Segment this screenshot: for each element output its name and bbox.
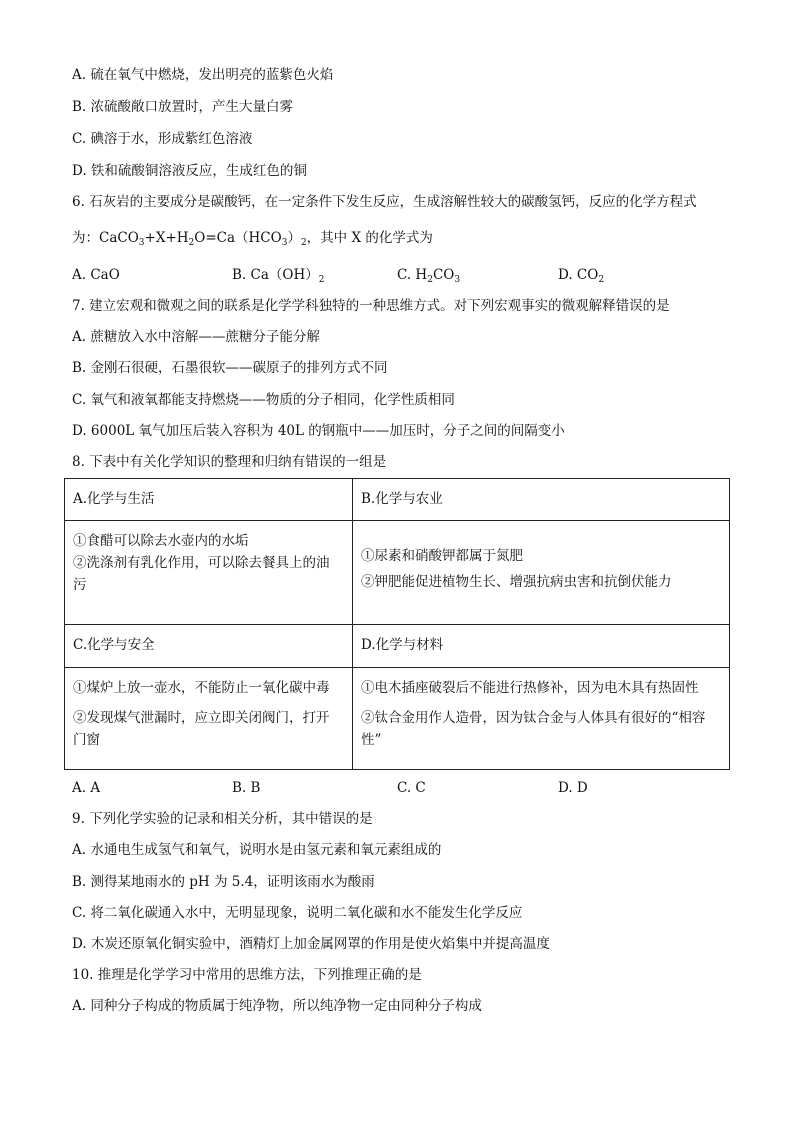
q6-options [72,266,732,284]
q5-option-b: B. 浓硫酸敞口放置时，产生大量白雾 [72,99,294,115]
q9-option-c: C. 将二氧化碳通入水中，无明显现象，说明二氧化碳和水不能发生化学反应 [72,905,523,921]
q6-stem-prefix: 为： [72,230,99,246]
table-text: 门窗 [73,732,100,748]
q6-stem: 6. 石灰岩的主要成分是碳酸钙，在一定条件下发生反应，生成溶解性较大的碳酸氢钙，反应的化学方程式 [72,194,697,210]
table-cell-c-body [65,677,352,751]
q6-equation-line [72,229,433,247]
q6-equation: $CaCO_3+X+H_2O=Ca(HCO_3)_2$ [99,230,307,248]
q5-option-c: C. 碘溶于水，形成紫红色溶液 [72,131,253,147]
q8-options [72,779,732,797]
q5-option-d: D. 铁和硫酸铜溶液反应，生成红色的铜 [72,163,307,179]
table-divider [65,624,729,625]
table-text: ①食醋可以除去水壶内的水垢 [73,533,249,549]
q9-option-b: B. 测得某地雨水的 pH 为 5.4，证明该雨水为酸雨 [72,874,375,890]
table-text: ②钛合金用作人造骨，因为钛合金与人体具有很好的“相容 [361,710,706,726]
table-text: ②洗涤剂有乳化作用，可以除去餐具上的油 [73,555,330,571]
q10-stem: 10. 推理是化学学习中常用的思维方法，下列推理正确的是 [72,967,422,983]
q8-table [64,478,730,770]
table-text: 污 [73,577,87,593]
q7-option-b: B. 金刚石很硬，石墨很软——碳原子的排列方式不同 [72,360,388,376]
q6-option-b: B. $Ca(OH)_2$ [232,267,325,285]
table-text: ①尿素和硝酸钾都属于氮肥 [361,548,523,564]
q6-option-d: D. $CO_2$ [558,267,605,285]
table-text: 性” [361,732,382,748]
q8-option-b: B. B [232,780,261,796]
q8-option-c: C. C [397,780,426,796]
table-cell-a-head: A.化学与生活 [73,491,155,507]
q8-option-a: A. A [72,780,101,796]
table-cell-c-head: C.化学与安全 [73,637,155,653]
q6-stem-suffix: ，其中 X 的化学式为 [306,230,433,246]
table-text: ①电木插座破裂后不能进行热修补，因为电木具有热固性 [361,680,699,696]
q7-option-d: D. 6000L 氧气加压后装入容积为 40L 的钢瓶中——加压时，分子之间的间隔变小 [72,423,565,439]
table-text: ②钾肥能促进植物生长、增强抗病虫害和抗倒伏能力 [361,574,672,590]
q9-option-d: D. 木炭还原氧化铜实验中，酒精灯上加金属网罩的作用是使火焰集中并提高温度 [72,936,550,952]
q6-option-a: A. CaO [72,267,120,283]
table-divider [65,667,729,668]
table-divider [65,520,729,521]
q10-option-a: A. 同种分子构成的物质属于纯净物，所以纯净物一定由同种分子构成 [72,998,482,1014]
table-cell-d-head: D.化学与材料 [361,637,444,653]
q7-stem: 7. 建立宏观和微观之间的联系是化学学科独特的一种思维方式。对下列宏观事实的微观解释错误的是 [72,298,670,314]
q8-option-d: D. D [558,780,588,796]
q8-stem: 8. 下表中有关化学知识的整理和归纳有错误的一组是 [72,454,387,470]
q7-option-a: A. 蔗糖放入水中溶解——蔗糖分子能分解 [72,329,320,345]
table-cell-a-body [65,530,352,596]
table-text: ②发现煤气泄漏时，应立即关闭阀门，打开 [73,710,330,726]
table-text: ①煤炉上放一壶水，不能防止一氧化碳中毒 [73,680,330,696]
table-cell-d-body [353,677,713,751]
q7-option-c: C. 氧气和液氧都能支持燃烧——物质的分子相同，化学性质相同 [72,392,455,408]
table-cell-b-body [353,545,680,593]
q9-option-a: A. 水通电生成氢气和氧气，说明水是由氢元素和氧元素组成的 [72,842,442,858]
q6-option-c: C. $H_2CO_3$ [397,267,461,285]
q5-option-a: A. 硫在氧气中燃烧，发出明亮的蓝紫色火焰 [72,67,334,83]
q9-stem: 9. 下列化学实验的记录和相关分析，其中错误的是 [72,811,373,827]
table-cell-b-head: B.化学与农业 [361,491,443,507]
